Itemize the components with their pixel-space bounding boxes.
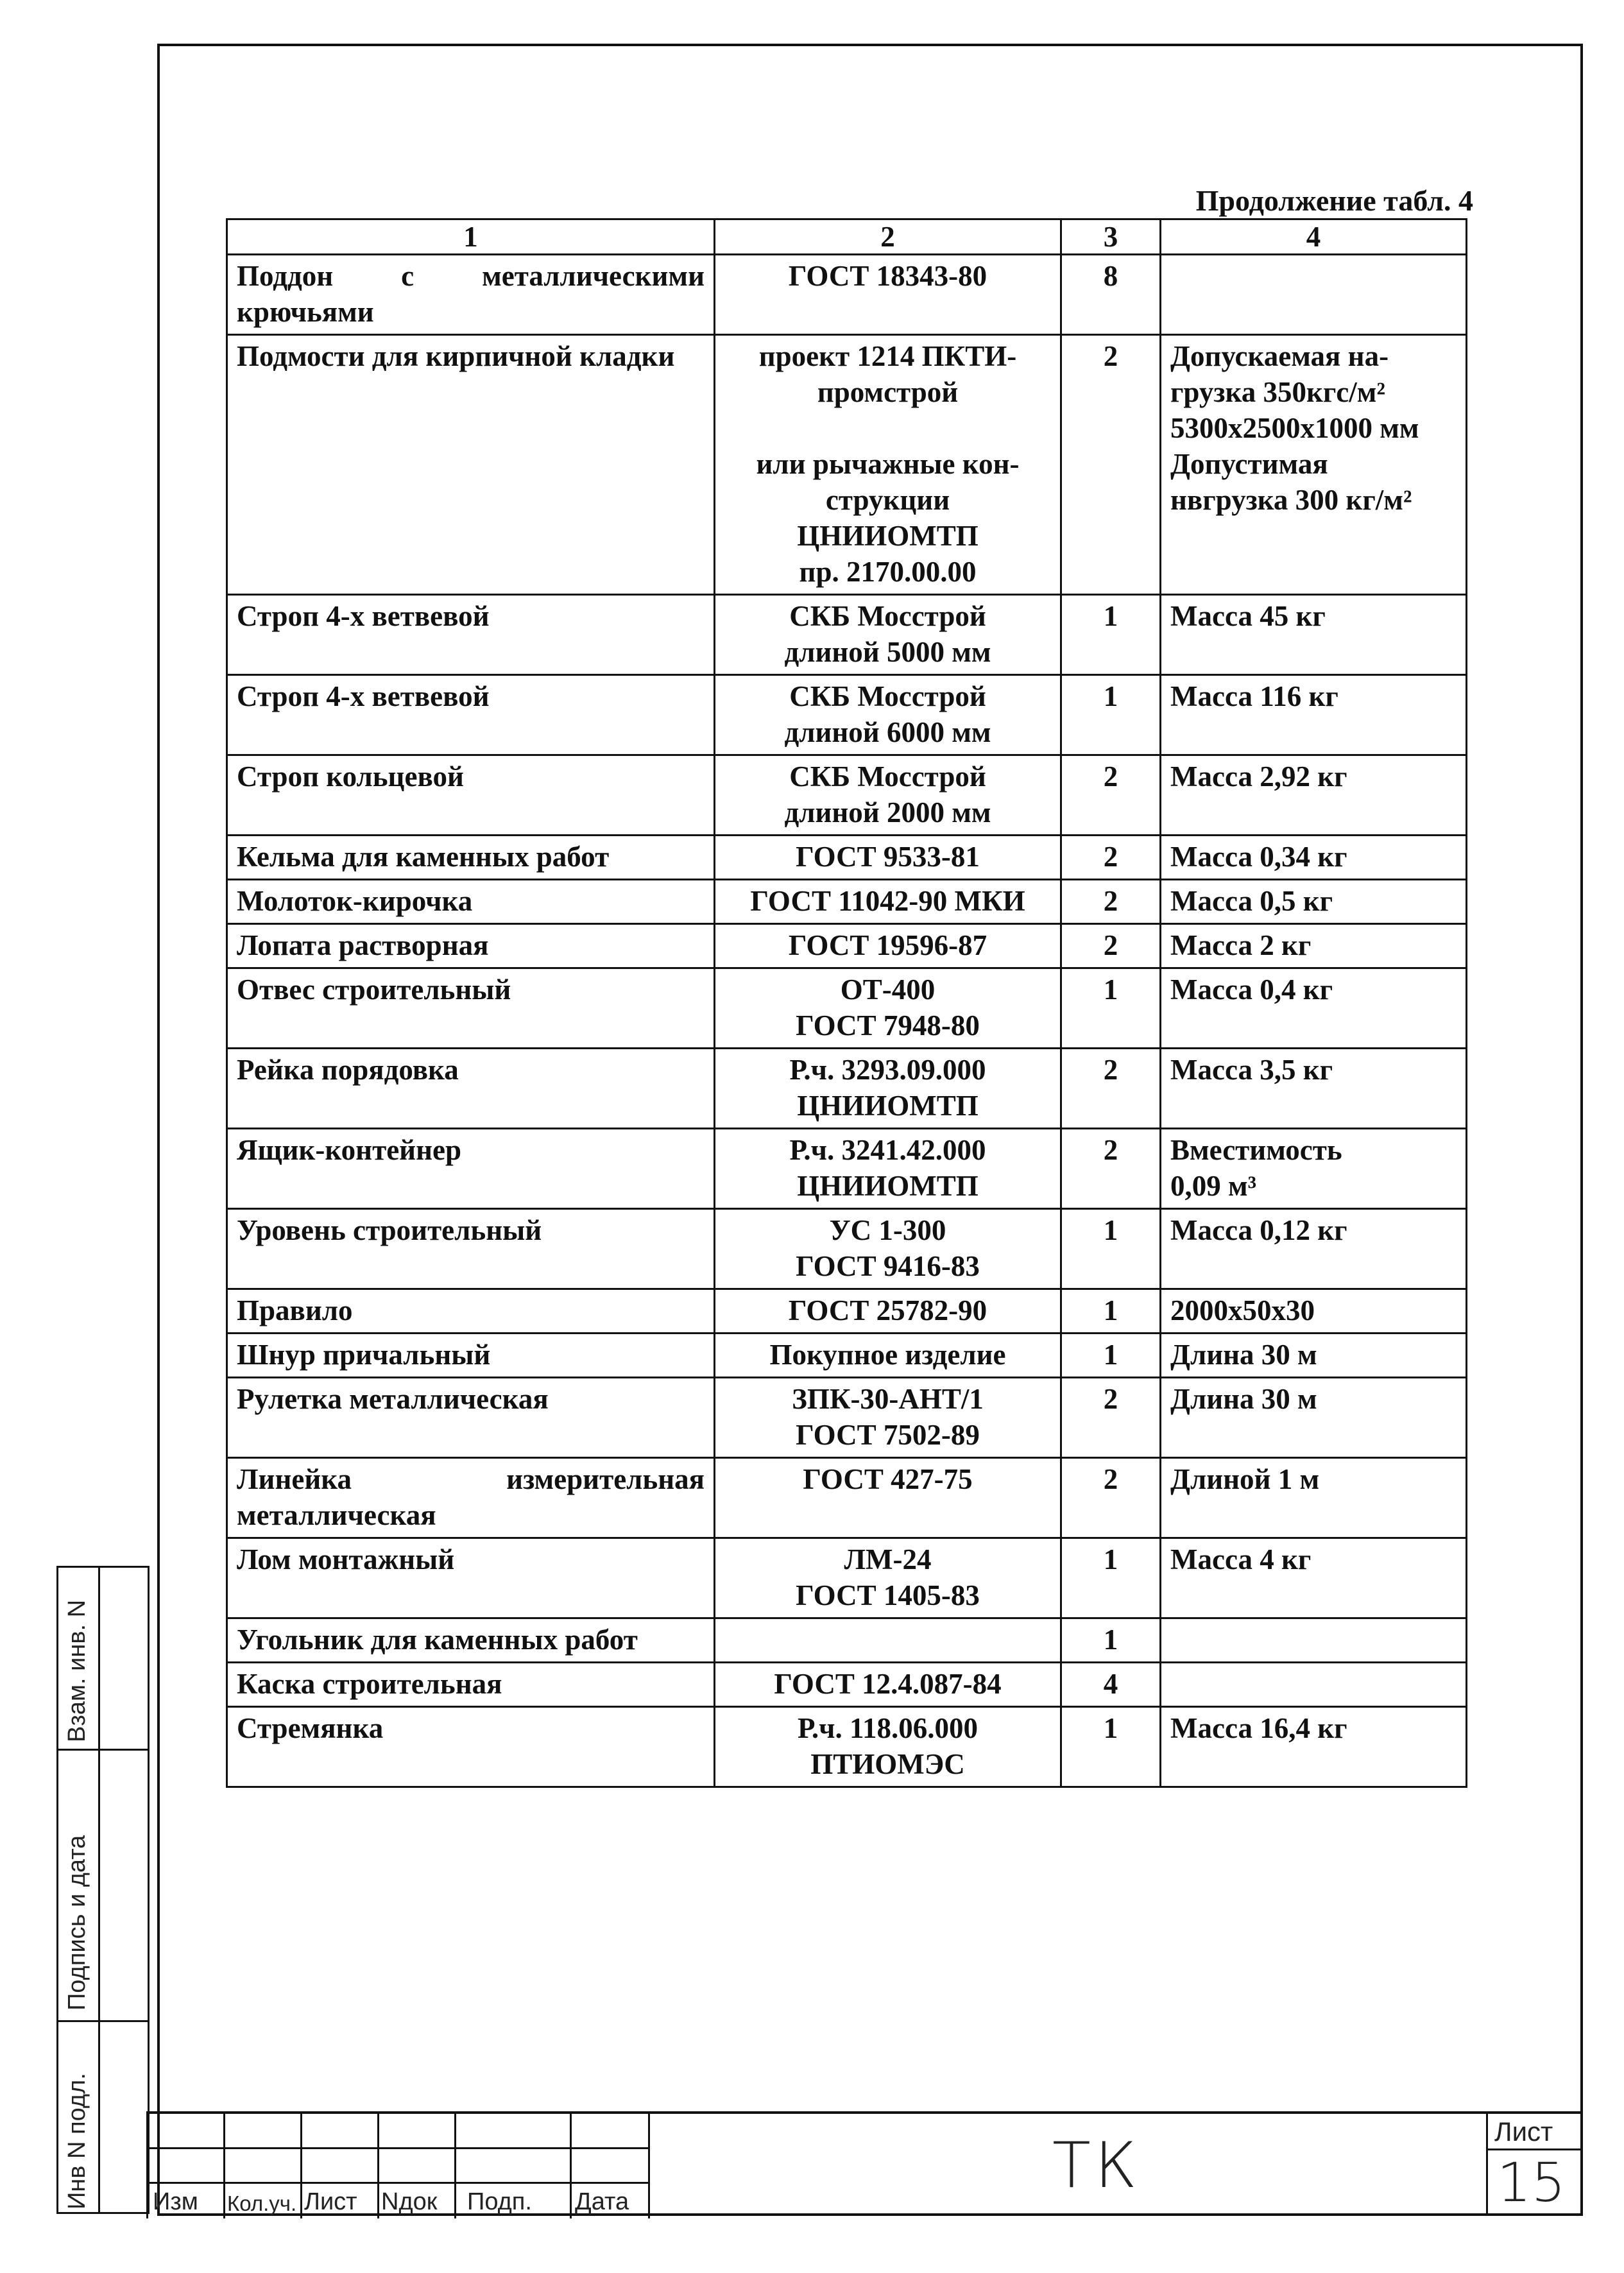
item-note-cell: [1161, 335, 1467, 595]
item-note-cell: [1161, 1458, 1467, 1538]
item-quantity-cell: 8: [1061, 255, 1161, 335]
cell-line: нвгрузка 300 кг/м²: [1170, 484, 1412, 516]
table-row: [227, 1129, 1467, 1209]
cell-line: Масса 16,4 кг: [1170, 1712, 1347, 1744]
item-name-cell: Поддон с металлическими крючьями: [227, 255, 715, 335]
tb-label-izm: Изм: [153, 2188, 198, 2215]
item-note-cell: [1161, 1289, 1467, 1334]
tb-label-list: Лист: [304, 2188, 357, 2215]
item-quantity-cell: 1: [1061, 968, 1161, 1049]
cell-line: Масса 4 кг: [1170, 1543, 1312, 1575]
cell-line: длиной 5000 мм: [784, 636, 991, 668]
item-quantity-cell: 1: [1061, 1209, 1161, 1289]
item-name-cell: Лопата растворная: [227, 924, 715, 968]
cell-line: СКБ Мосстрой: [789, 600, 986, 632]
item-name-cell: Рулетка металлическая: [227, 1378, 715, 1458]
table-body: [227, 219, 1467, 1787]
item-quantity-cell: 2: [1061, 1129, 1161, 1209]
item-quantity-cell: 2: [1061, 755, 1161, 836]
item-quantity-cell: 1: [1061, 1289, 1161, 1334]
cell-line: Масса 0,34 кг: [1170, 841, 1347, 873]
cell-line: Допустимая: [1170, 448, 1328, 480]
cell-line: ЛМ-24: [844, 1543, 932, 1575]
cell-line: [724, 410, 1051, 446]
item-note-cell: [1161, 1378, 1467, 1458]
item-reference-cell: [715, 1049, 1061, 1129]
table-caption: Продолжение табл. 4: [1195, 184, 1473, 217]
cell-line: Вместимость: [1170, 1134, 1342, 1166]
item-name-cell: Стремянка: [227, 1707, 715, 1787]
equipment-table: [226, 218, 1467, 1788]
item-reference-cell: [715, 1334, 1061, 1378]
inv-podl-label: Инв N подл.: [64, 2073, 90, 2209]
table-header-row: [227, 219, 1467, 255]
cell-line: грузка 350кгс/м²: [1170, 376, 1385, 408]
item-note-cell: [1161, 880, 1467, 924]
table-row: [227, 1049, 1467, 1129]
item-reference-cell: [715, 1618, 1061, 1663]
cell-line: промстрой: [817, 376, 959, 408]
table-row: [227, 1538, 1467, 1618]
item-name-cell: Линейка измерительная металлическая: [227, 1458, 715, 1538]
item-note-cell: [1161, 1049, 1467, 1129]
item-note-cell: [1161, 1663, 1467, 1707]
cell-line: длиной 6000 мм: [784, 716, 991, 748]
item-quantity-cell: 1: [1061, 1618, 1161, 1663]
cell-line: ГОСТ 19596-87: [788, 929, 987, 961]
table-row: [227, 1663, 1467, 1707]
cell-line: или рычажные кон-: [756, 448, 1020, 480]
item-reference-cell: [715, 924, 1061, 968]
item-reference-cell: [715, 968, 1061, 1049]
table-row: [227, 1209, 1467, 1289]
item-quantity-cell: 4: [1061, 1663, 1161, 1707]
cell-line: СКБ Мосстрой: [789, 760, 986, 793]
item-quantity-cell: 2: [1061, 880, 1161, 924]
item-name-cell: Лом монтажный: [227, 1538, 715, 1618]
header-col-4: 4: [1161, 219, 1467, 255]
item-quantity-cell: 2: [1061, 1378, 1161, 1458]
item-reference-cell: [715, 595, 1061, 675]
cell-line: проект 1214 ПКТИ-: [758, 340, 1017, 372]
cell-line: Допускаемая на-: [1170, 340, 1389, 372]
item-note-cell: [1161, 924, 1467, 968]
cell-line: Масса 2,92 кг: [1170, 760, 1347, 793]
item-reference-cell: [715, 1129, 1061, 1209]
item-note-cell: [1161, 675, 1467, 755]
table-row: [227, 924, 1467, 968]
table-row: [227, 595, 1467, 675]
cell-line: ГОСТ 9416-83: [796, 1250, 980, 1282]
item-name-cell: Строп 4-х ветвевой: [227, 595, 715, 675]
table-row: [227, 1289, 1467, 1334]
cell-line: ЗПК-30-АНТ/1: [792, 1383, 984, 1415]
item-name-cell: Строп кольцевой: [227, 755, 715, 836]
table-row: [227, 880, 1467, 924]
item-reference-cell: [715, 1209, 1061, 1289]
cell-line: струкции: [825, 484, 950, 516]
cell-line: Покупное изделие: [769, 1339, 1006, 1371]
item-note-cell: [1161, 1618, 1467, 1663]
cell-line: Р.ч. 118.06.000: [797, 1712, 978, 1744]
tb-label-kol-uch: Кол.уч.: [227, 2192, 297, 2215]
item-note-cell: [1161, 968, 1467, 1049]
tb-label-data: Дата: [575, 2188, 629, 2215]
table-row: [227, 335, 1467, 595]
cell-line: Масса 0,4 кг: [1170, 974, 1333, 1006]
cell-line: Масса 2 кг: [1170, 929, 1312, 961]
table-row: [227, 675, 1467, 755]
item-note-cell: [1161, 1129, 1467, 1209]
document-code: ТК: [1052, 2129, 1141, 2202]
cell-line: Масса 0,12 кг: [1170, 1214, 1347, 1246]
header-col-1: 1: [227, 219, 715, 255]
table-row: [227, 1378, 1467, 1458]
item-name-cell: Уровень строительный: [227, 1209, 715, 1289]
item-name-cell: Угольник для каменных работ: [227, 1618, 715, 1663]
item-quantity-cell: 1: [1061, 1334, 1161, 1378]
item-name-cell: Кельма для каменных работ: [227, 836, 715, 880]
vzam-inv-label: Взам. инв. N: [64, 1599, 90, 1742]
cell-line: Р.ч. 3293.09.000: [789, 1054, 986, 1086]
cell-line: Масса 0,5 кг: [1170, 885, 1333, 917]
item-reference-cell: [715, 836, 1061, 880]
item-name-cell: Подмости для кирпичной кладки: [227, 335, 715, 595]
item-quantity-cell: 2: [1061, 1049, 1161, 1129]
item-quantity-cell: 1: [1061, 1707, 1161, 1787]
cell-line: Масса 3,5 кг: [1170, 1054, 1333, 1086]
item-note-cell: [1161, 1538, 1467, 1618]
cell-line: длиной 2000 мм: [784, 796, 991, 828]
item-note-cell: [1161, 1334, 1467, 1378]
item-reference-cell: [715, 1458, 1061, 1538]
item-reference-cell: [715, 675, 1061, 755]
sheet-label: Лист: [1494, 2116, 1553, 2147]
table-row: [227, 1458, 1467, 1538]
tb-label-podp: Подп.: [467, 2188, 532, 2215]
header-col-3: 3: [1061, 219, 1161, 255]
table-row: [227, 1707, 1467, 1787]
item-reference-cell: [715, 255, 1061, 335]
item-reference-cell: [715, 335, 1061, 595]
tb-label-ndok: Nдок: [381, 2188, 438, 2215]
cell-line: ОТ-400: [840, 974, 936, 1006]
item-quantity-cell: 2: [1061, 924, 1161, 968]
cell-line: 5300х2500х1000 мм: [1170, 412, 1419, 444]
item-reference-cell: [715, 1538, 1061, 1618]
cell-line: ГОСТ 9533-81: [796, 841, 980, 873]
cell-line: ГОСТ 18343-80: [788, 260, 987, 292]
item-reference-cell: [715, 1707, 1061, 1787]
cell-line: 0,09 м³: [1170, 1170, 1257, 1202]
item-reference-cell: [715, 1289, 1061, 1334]
item-name-cell: Каска строительная: [227, 1663, 715, 1707]
item-quantity-cell: 1: [1061, 675, 1161, 755]
item-name-cell: Шнур причальный: [227, 1334, 715, 1378]
item-name-cell: Молоток-кирочка: [227, 880, 715, 924]
cell-line: ГОСТ 427-75: [803, 1463, 973, 1495]
cell-line: ЦНИИОМТП: [797, 520, 979, 552]
item-reference-cell: [715, 880, 1061, 924]
cell-line: Длиной 1 м: [1170, 1463, 1320, 1495]
item-quantity-cell: 2: [1061, 836, 1161, 880]
item-name-cell: Ящик-контейнер: [227, 1129, 715, 1209]
cell-line: ГОСТ 25782-90: [788, 1294, 987, 1326]
item-reference-cell: [715, 755, 1061, 836]
item-quantity-cell: 1: [1061, 595, 1161, 675]
sheet-number: 15: [1497, 2151, 1566, 2214]
cell-line: ЦНИИОМТП: [797, 1170, 979, 1202]
cell-line: СКБ Мосстрой: [789, 680, 986, 712]
title-block-grid: [146, 2114, 648, 2218]
item-name-cell: Строп 4-х ветвевой: [227, 675, 715, 755]
item-reference-cell: [715, 1663, 1061, 1707]
table-row: [227, 836, 1467, 880]
cell-line: Длина 30 м: [1170, 1383, 1317, 1415]
item-note-cell: [1161, 1707, 1467, 1787]
table-row: [227, 755, 1467, 836]
item-quantity-cell: 2: [1061, 335, 1161, 595]
cell-line: Р.ч. 3241.42.000: [789, 1134, 986, 1166]
cell-line: Масса 45 кг: [1170, 600, 1326, 632]
cell-line: ГОСТ 7502-89: [796, 1419, 980, 1451]
table-row: [227, 1334, 1467, 1378]
cell-line: УС 1-300: [829, 1214, 946, 1246]
cell-line: ГОСТ 11042-90 МКИ: [750, 885, 1025, 917]
side-stamp-line: [58, 1749, 148, 1751]
table-row: [227, 968, 1467, 1049]
cell-line: ГОСТ 7948-80: [796, 1009, 980, 1042]
item-note-cell: [1161, 836, 1467, 880]
item-note-cell: [1161, 595, 1467, 675]
podpis-data-label: Подпись и дата: [64, 1835, 90, 2011]
cell-line: пр. 2170.00.00: [799, 556, 977, 588]
item-note-cell: [1161, 755, 1467, 836]
item-reference-cell: [715, 1378, 1061, 1458]
cell-line: ЦНИИОМТП: [797, 1090, 979, 1122]
side-stamp-line: [58, 2020, 148, 2022]
title-block: [146, 2111, 1583, 2216]
item-note-cell: [1161, 255, 1467, 335]
table-row: [227, 1618, 1467, 1663]
cell-line: Длина 30 м: [1170, 1339, 1317, 1371]
side-stamp: [56, 1566, 150, 2214]
cell-line: 2000х50х30: [1170, 1294, 1315, 1326]
item-name-cell: Отвес строительный: [227, 968, 715, 1049]
item-name-cell: Рейка порядовка: [227, 1049, 715, 1129]
cell-line: Масса 116 кг: [1170, 680, 1338, 712]
cell-line: ПТИОМЭС: [810, 1748, 965, 1780]
table-row: [227, 255, 1467, 335]
item-note-cell: [1161, 1209, 1467, 1289]
item-name-cell: Правило: [227, 1289, 715, 1334]
header-col-2: 2: [715, 219, 1061, 255]
sheet-number-box: [1486, 2111, 1583, 2216]
cell-line: ГОСТ 12.4.087-84: [774, 1668, 1002, 1700]
cell-line: ГОСТ 1405-83: [796, 1579, 980, 1611]
item-quantity-cell: 1: [1061, 1538, 1161, 1618]
item-quantity-cell: 2: [1061, 1458, 1161, 1538]
